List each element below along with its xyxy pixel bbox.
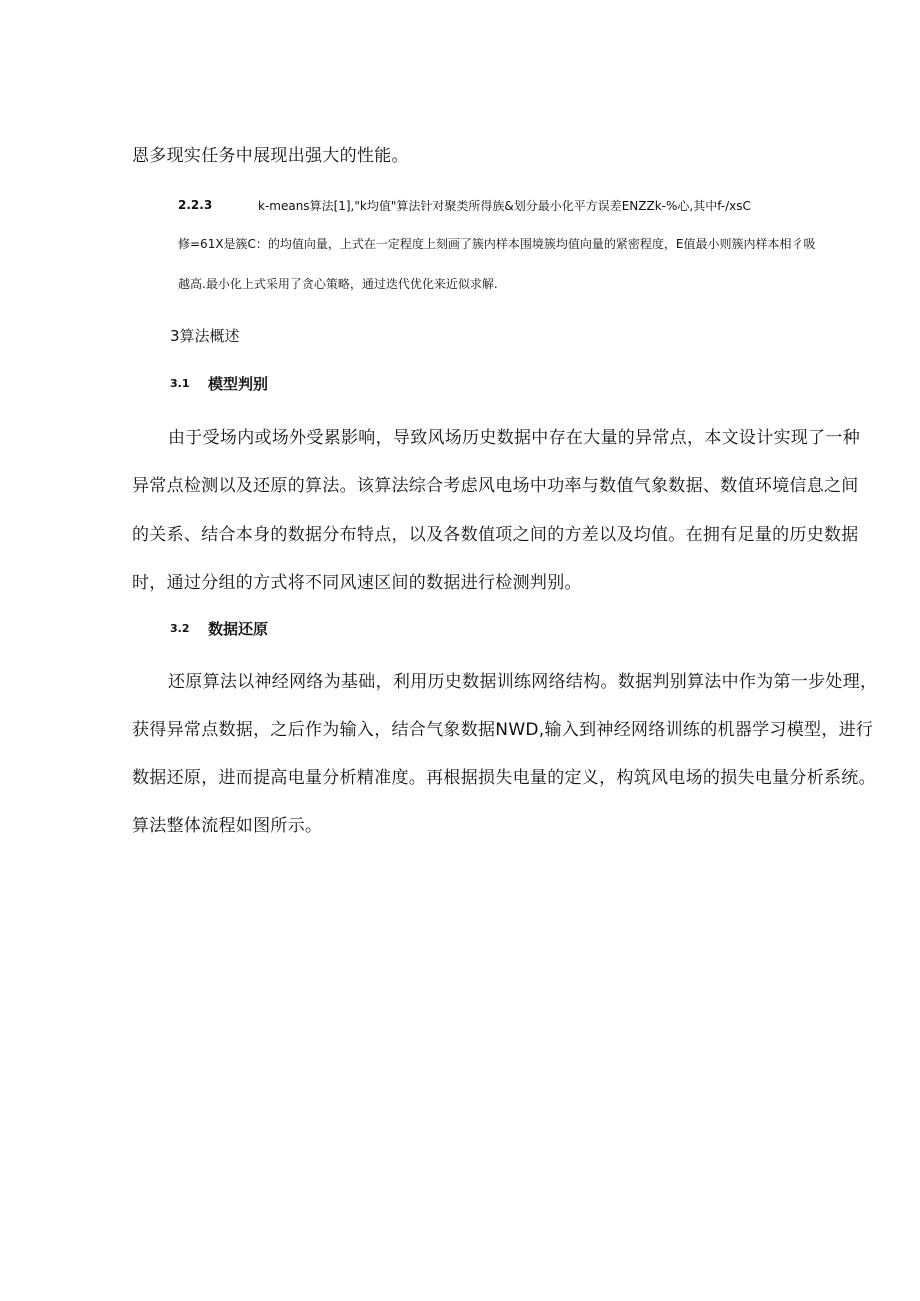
paragraph-3-2-line-1: 还原算法以神经网络为基础，利用历史数据训练网络结构。数据判别算法中作为第一步处理，	[168, 672, 878, 692]
subsection-3-2-title: 数据还原	[208, 620, 269, 638]
paragraph-3-1-line-2: 异常点检测以及还原的算法。该算法综合考虑风电场中功率与数值气象数据、数值环境信息之间	[132, 476, 859, 496]
subsection-3-1-number: 3.1	[170, 377, 190, 390]
kmeans-section-number: 2.2.3	[178, 198, 213, 212]
kmeans-paragraph-line-2: 修=61X是簇C：的均值向量，上式在一定程度上刻画了簇内样本围境簇均值向量的紧密程度，E值最小则簇内样本相彳吸	[178, 237, 816, 251]
kmeans-paragraph-line-1: k-means算法[1],"k均值"算法针对聚类所得族&划分最小化平方误差ENZZk-%心,其中f-/xsC	[258, 199, 751, 213]
paragraph-3-1-line-1: 由于受场内或场外受累影响，导致风场历史数据中存在大量的异常点，本文设计实现了一种	[168, 428, 860, 448]
section-3-title: 3算法概述	[170, 327, 240, 345]
paragraph-3-1-line-3: 的关系、结合本身的数据分布特点，以及各数值项之间的方差以及均值。在拥有足量的历史数据	[132, 525, 859, 545]
kmeans-paragraph-line-3: 越高.最小化上式采用了贪心策略，通过迭代优化来近似求解.	[178, 277, 498, 291]
paragraph-3-2-line-3: 数据还原，进而提高电量分析精准度。再根据损失电量的定义，构筑风电场的损失电量分析系统。	[132, 768, 876, 788]
continuation-text: 恩多现实任务中展现出强大的性能。	[132, 146, 409, 166]
paragraph-3-1-line-4: 时，通过分组的方式将不同风速区间的数据进行检测判别。	[132, 573, 582, 593]
paragraph-3-2-line-4: 算法整体流程如图所示。	[132, 816, 323, 836]
subsection-3-1-title: 模型判别	[208, 375, 269, 393]
subsection-3-2-number: 3.2	[170, 622, 190, 635]
paragraph-3-2-line-2: 获得异常点数据，之后作为输入，结合气象数据NWD,输入到神经网络训练的机器学习模型，进行	[132, 720, 874, 740]
